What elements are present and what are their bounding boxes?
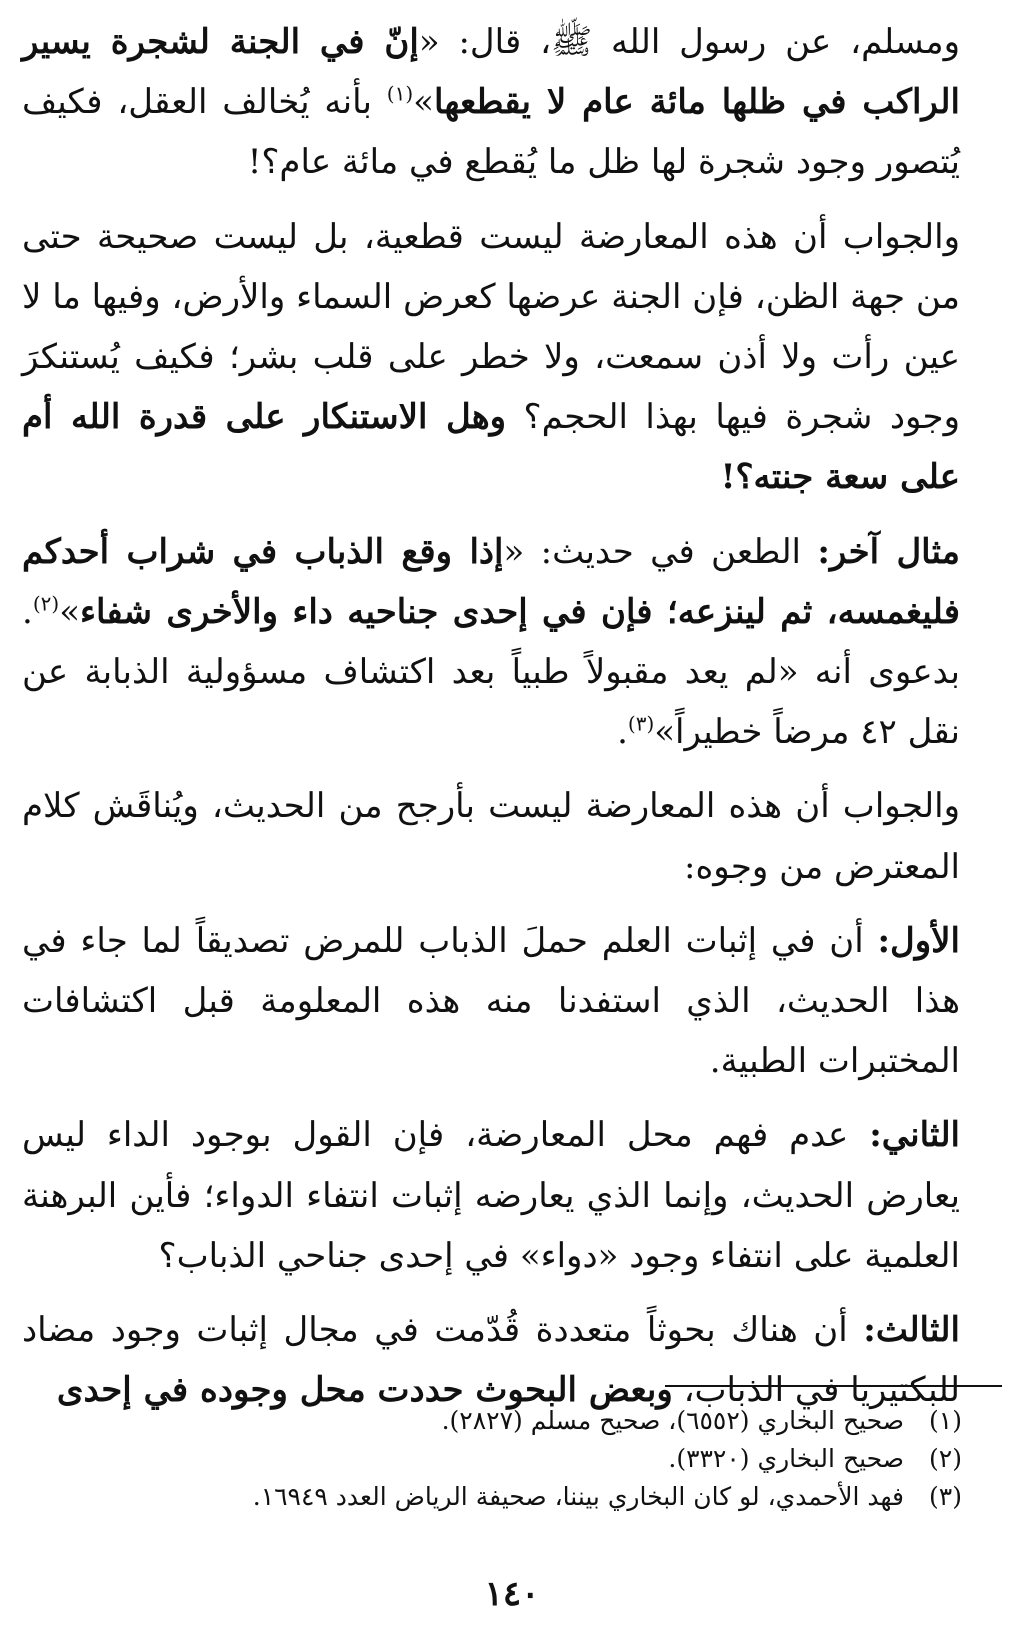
paragraph-5 — [22, 911, 960, 1092]
bold-lead: مثال آخر: — [817, 531, 960, 572]
bold-hadith-text: إذا وقع الذباب في شراب أحدكم فليغمسه، ثم لينزعه؛ فإن في إحدى جناحيه داء والأخرى شفاء — [22, 531, 961, 632]
text-run: » — [59, 591, 80, 632]
bold-lead: الأول: — [877, 920, 960, 961]
paragraph-3 — [22, 522, 960, 763]
footnote-ref: (٣) — [627, 711, 655, 736]
text-run: والجواب أن هذه المعارضة ليست قطعية، بل ليست صحيحة حتى من جهة الظن، فإن الجنة عرضها كعرض السماء والأرض، وفيها ما لا عين رأت ولا أذن سمعت، ولا خطر على قلب بشر؛ فكيف يُستنكرَ وجود شجرة فيها بهذا الحجم؟ — [22, 216, 961, 438]
bold-lead: الثالث: — [863, 1310, 960, 1351]
bold-hadith-text: إنّ في الجنة لشجرة يسير الراكب في ظلها مائة عام لا يقطعها — [22, 22, 960, 123]
footnote-number: (١) — [929, 1406, 962, 1435]
footnote-text: فهد الأحمدي، لو كان البخاري بيننا، صحيفة الرياض العدد ١٦٩٤٩. — [252, 1482, 904, 1511]
footnote-ref: (٢) — [32, 591, 60, 616]
footnote-text: صحيح البخاري (٣٣٢٠). — [668, 1444, 904, 1473]
page-number: ١٤٠ — [484, 1574, 540, 1614]
footnote-ref: (١) — [386, 81, 414, 106]
text-run: والجواب أن هذه المعارضة ليست بأرجح من الحديث، ويُناقَش كلام المعترض من وجوه: — [22, 786, 960, 887]
text-run: بأنه يُخالف العقل، فكيف يُتصور وجود شجرة لها ظل ما يُقطع في مائة عام؟! — [22, 82, 960, 183]
text-run: عدم فهم محل المعارضة، فإن القول بوجود الداء ليس يعارض الحديث، وإنما الذي يعارضه إثبات انتفاء الدواء؛ فأين البرهنة العلمية على انتفاء وجود «دواء» في إحدى جناحي الذباب؟ — [22, 1115, 960, 1276]
text-run: أن هناك بحوثاً متعددة قُدّمت في مجال إثبات وجود مضاد للبكتيريا في الذباب، — [22, 1310, 960, 1411]
page-body — [22, 12, 960, 1434]
text-run: أن في إثبات العلم حملَ الذباب للمرض تصديقاً لما جاء في هذا الحديث، الذي استفدنا منه هذه المعلومة قبل اكتشافات المختبرات الطبية. — [22, 920, 960, 1082]
footnote-text: صحيح البخاري (٦٥٥٢)، صحيح مسلم (٢٨٢٧). — [441, 1406, 904, 1435]
footnote-3 — [62, 1478, 962, 1516]
footnotes — [62, 1402, 962, 1516]
paragraph-4 — [22, 776, 960, 896]
text-run: » — [413, 82, 434, 123]
text-run: الطعن في حديث: « — [503, 531, 818, 572]
bold-lead: الثاني: — [869, 1115, 960, 1156]
footnote-2 — [62, 1440, 962, 1478]
bold-text: وهل الاستنكار على قدرة الله أم على سعة جنته؟! — [22, 397, 960, 498]
text-run: . — [617, 712, 628, 753]
paragraph-6 — [22, 1105, 960, 1286]
footnote-separator — [665, 1385, 1002, 1387]
paragraph-2 — [22, 207, 960, 508]
text-run: . بدعوى أنه «لم يعد مقبولاً طبياً بعد اكتشاف مسؤولية الذبابة عن نقل ٤٢ مرضاً خطيراً» — [22, 591, 960, 753]
paragraph-1 — [22, 12, 960, 193]
bold-text: وبعض البحوث حددت محل وجوده في إحدى — [56, 1370, 673, 1411]
footnote-number: (٢) — [929, 1444, 962, 1473]
footnote-1 — [62, 1402, 962, 1440]
text-run: ومسلم، عن رسول الله ﷺ، قال: « — [418, 22, 961, 62]
footnote-number: (٣) — [929, 1482, 962, 1511]
